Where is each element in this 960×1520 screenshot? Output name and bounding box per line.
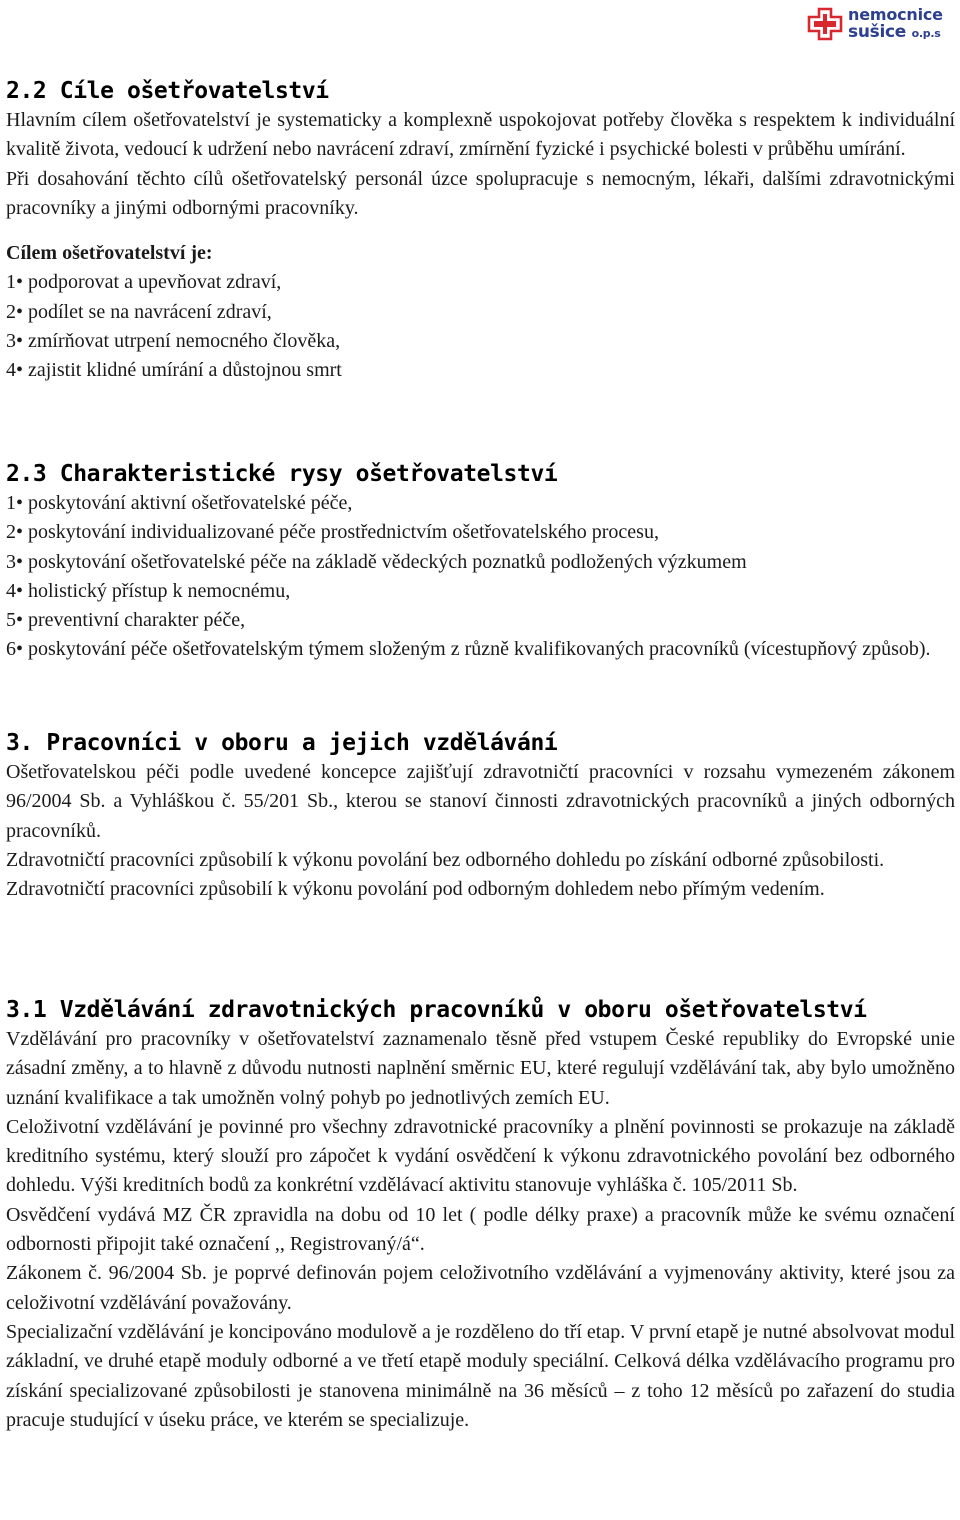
section-3 <box>6 728 955 904</box>
section-2-2-heading: 2.2 Cíle ošetřovatelství <box>6 78 329 104</box>
section-3-1-paragraph-4: Zákonem č. 96/2004 Sb. je poprvé definován pojem celoživotního vzdělávání a vyjmenovány aktivity, které jsou za celoživotní vzdělávání považovány. <box>6 1262 955 1314</box>
section-2-2-paragraph-1: Hlavním cílem ošetřovatelství je systematicky a komplexně uspokojovat potřeby člověka s respektem k individuální kvalitě života, vedoucí k udržení nebo navrácení zdraví, zmírnění fyzické i psychické bolesti v průběhu umírání. <box>6 109 955 161</box>
logo-line2-wrap <box>848 23 940 43</box>
section-2-3-heading: 2.3 Charakteristické rysy ošetřovatelství <box>6 461 558 487</box>
section-3-1-paragraph-1: Vzdělávání pro pracovníky v ošetřovatelství zaznamenalo těsně před vstupem České republiky do Evropské unie zásadní změny, a to hlavně z důvodu nutnosti naplnění směrnic EU, které regulují vzdělávání tak, aby bylo umožněno uznání kvalifikace a tak umožněn volný pohyb po jednotlivých zemích EU. <box>6 1028 955 1109</box>
goals-lead <box>6 239 955 268</box>
goal-item-4: 4• zajistit klidné umírání a důstojnou smrt <box>6 359 342 382</box>
feature-item-4: 4• holistický přístup k nemocnému, <box>6 579 291 602</box>
feature-item-5: 5• preventivní charakter péče, <box>6 609 246 632</box>
section-3-1-paragraph-2: Celoživotní vzdělávání je povinné pro všechny zdravotnické pracovníky a plnění povinnosti se prokazuje na základě kreditního systému, který slouží pro zápočet k vydání osvědčení k výkonu zdravotnického povolání bez odborného dohledu. Výši kreditních bodů za konkrétní vzdělávací aktivitu stanovuje vyhláška č. 105/2011 Sb. <box>6 1115 955 1197</box>
section-3-1-paragraph-3: Osvědčení vydává MZ ČR zpravidla na dobu od 10 let ( podle délky praxe) a pracovník může ke svému označení odbornosti připojit také označení ,, Registrovaný/á“. <box>6 1203 955 1256</box>
feature-item-2: 2• poskytování individualizované péče prostřednictvím ošetřovatelského procesu, <box>6 521 659 544</box>
hospital-logo <box>807 4 952 44</box>
feature-item-1: 1• poskytování aktivní ošetřovatelské péče, <box>6 492 353 514</box>
feature-item-6: 6• poskytování péče ošetřovatelským týmem složeným z různě kvalifikovaných pracovníků (vícestupňový způsob). <box>6 638 931 661</box>
section-2-2 <box>6 76 955 386</box>
section-2-3 <box>6 459 955 665</box>
section-3-paragraph-2: Zdravotničtí pracovníci způsobilí k výkonu povolání bez odborného dohledu po získání odborné způsobilosti. <box>6 848 885 871</box>
section-3-1-paragraph-5: Specializační vzdělávání je koncipováno modulově a je rozděleno do tří etap. V první etapě je nutné absolvovat modul základní, ve druhé etapě moduly odborné a ve třetí etapě moduly speciální. Celková délka vzdělávacího programu pro získání specializované způsobilosti je stanovena minimálně na 36 měsíců – z toho 12 měsíců po zařazení do studia pracuje studující v úseku práce, ve kterém se specializuje. <box>6 1320 955 1431</box>
section-2-2-paragraph-2: Při dosahování těchto cílů ošetřovatelský personál úzce spolupracuje s nemocným, lékaři, dalšími zdravotnickými pracovníky a jinými odbornými pracovníky. <box>6 167 955 219</box>
section-3-heading: 3. Pracovníci v oboru a jejich vzdělávání <box>6 730 558 756</box>
logo-line1: nemocnice <box>848 5 943 24</box>
section-3-1-heading: 3.1 Vzdělávání zdravotnických pracovníků v oboru ošetřovatelství <box>6 997 867 1023</box>
feature-item-3: 3• poskytování ošetřovatelské péče na základě vědeckých poznatků podložených výzkumem <box>6 550 747 573</box>
logo-line3: o.p.s <box>911 27 941 40</box>
goal-item-1: 1• podporovat a upevňovat zdraví, <box>6 271 282 294</box>
goal-item-3: 3• zmírňovat utrpení nemocného člověka, <box>6 330 341 353</box>
hospital-cross-icon <box>807 7 843 41</box>
section-3-paragraph-1: Ošetřovatelskou péči podle uvedené koncepce zajišťují zdravotničtí pracovníci v rozsahu vymezeném zákonem 96/2004 Sb. a Vyhláškou č. 55/201 Sb., kterou se stanoví činnosti zdravotnických pracovníků a jiných odborných pracovníků. <box>6 761 955 842</box>
section-3-1 <box>6 995 955 1435</box>
section-3-paragraph-3: Zdravotničtí pracovníci způsobilí k výkonu povolání pod odborným dohledem nebo přímým vedením. <box>6 878 825 901</box>
goals-lead-text: Cílem ošetřovatelství je: <box>6 242 213 265</box>
goal-item-2: 2• podílet se na navrácení zdraví, <box>6 300 272 323</box>
logo-line2: sušice <box>848 22 906 42</box>
